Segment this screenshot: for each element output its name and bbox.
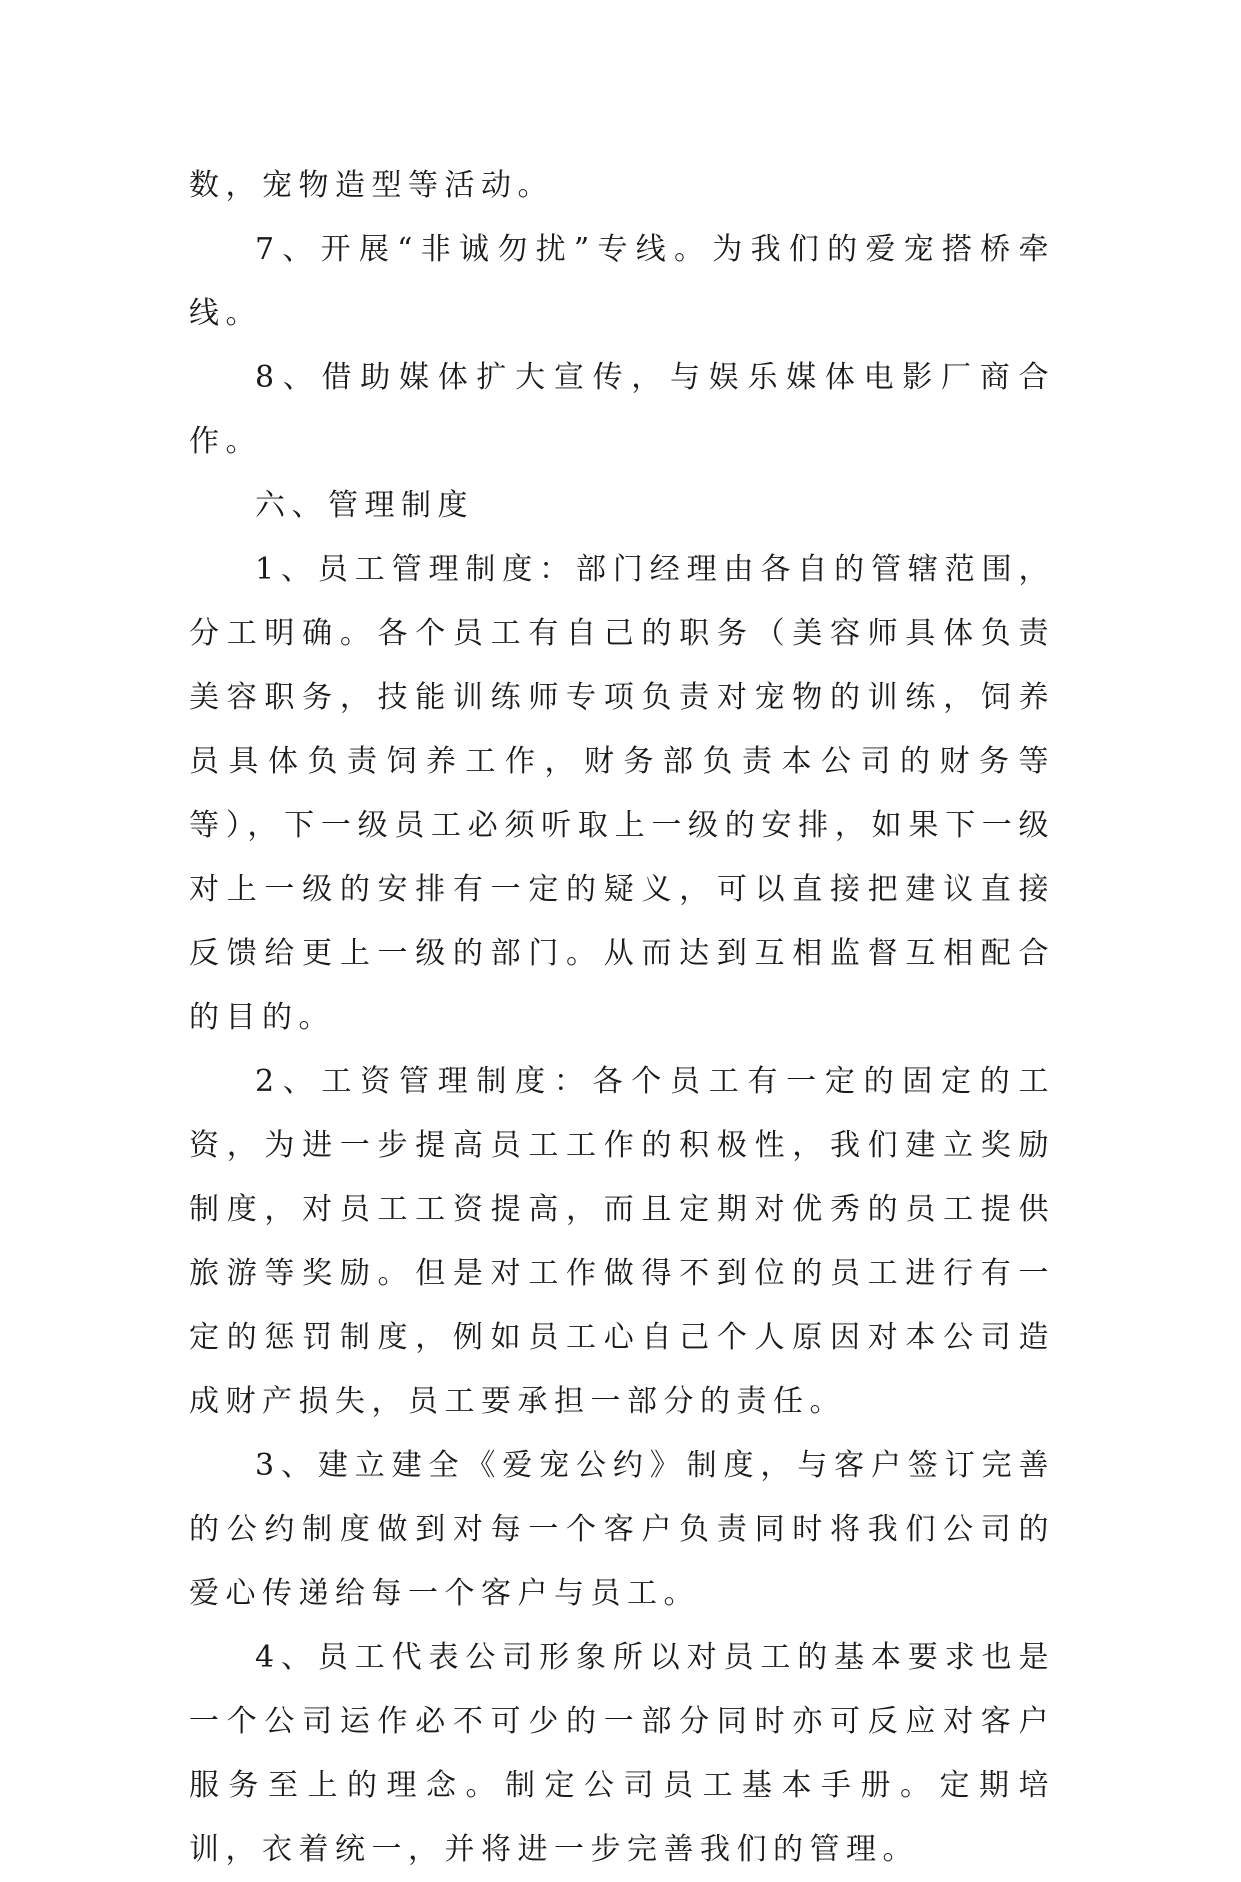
- document-body: [189, 154, 1055, 1882]
- paragraph-item-7: 7、开展“非诚勿扰”专线。为我们的爱宠搭桥牵线。: [189, 232, 1055, 331]
- paragraph-item-8: 8、借助媒体扩大宣传，与娱乐媒体电影厂商合作。: [189, 360, 1055, 459]
- section-heading-management: 六、管理制度: [255, 488, 474, 523]
- paragraph-continuation: 数，宠物造型等活动。: [189, 168, 554, 203]
- paragraph-staff-image: 4、员工代表公司形象所以对员工的基本要求也是一个公司运作必不可少的一部分同时亦可反应对客户服务至上的理念。制定公司员工基本手册。定期培训，衣着统一，并将进一步完善我们的管理。: [189, 1640, 1055, 1867]
- paragraph-staff-management: 1、员工管理制度：部门经理由各自的管辖范围，分工明确。各个员工有自己的职务（美容师具体负责美容职务，技能训练师专项负责对宠物的训练，饲养员具体负责饲养工作，财务部负责本公司的财务等等），下一级员工必须听取上一级的安排，如果下一级对上一级的安排有一定的疑义，可以直接把建议直接反馈给更上一级的部门。从而达到互相监督互相配合的目的。: [189, 552, 1055, 1035]
- paragraph-pet-covenant: 3、建立建全《爱宠公约》制度，与客户签订完善的公约制度做到对每一个客户负责同时将我们公司的爱心传递给每一个客户与员工。: [189, 1448, 1055, 1611]
- paragraph-salary-management: 2、工资管理制度：各个员工有一定的固定的工资，为进一步提高员工工作的积极性，我们建立奖励制度，对员工工资提高，而且定期对优秀的员工提供旅游等奖励。但是对工作做得不到位的员工进行有一定的惩罚制度，例如员工心自己个人原因对本公司造成财产损失，员工要承担一部分的责任。: [189, 1064, 1055, 1419]
